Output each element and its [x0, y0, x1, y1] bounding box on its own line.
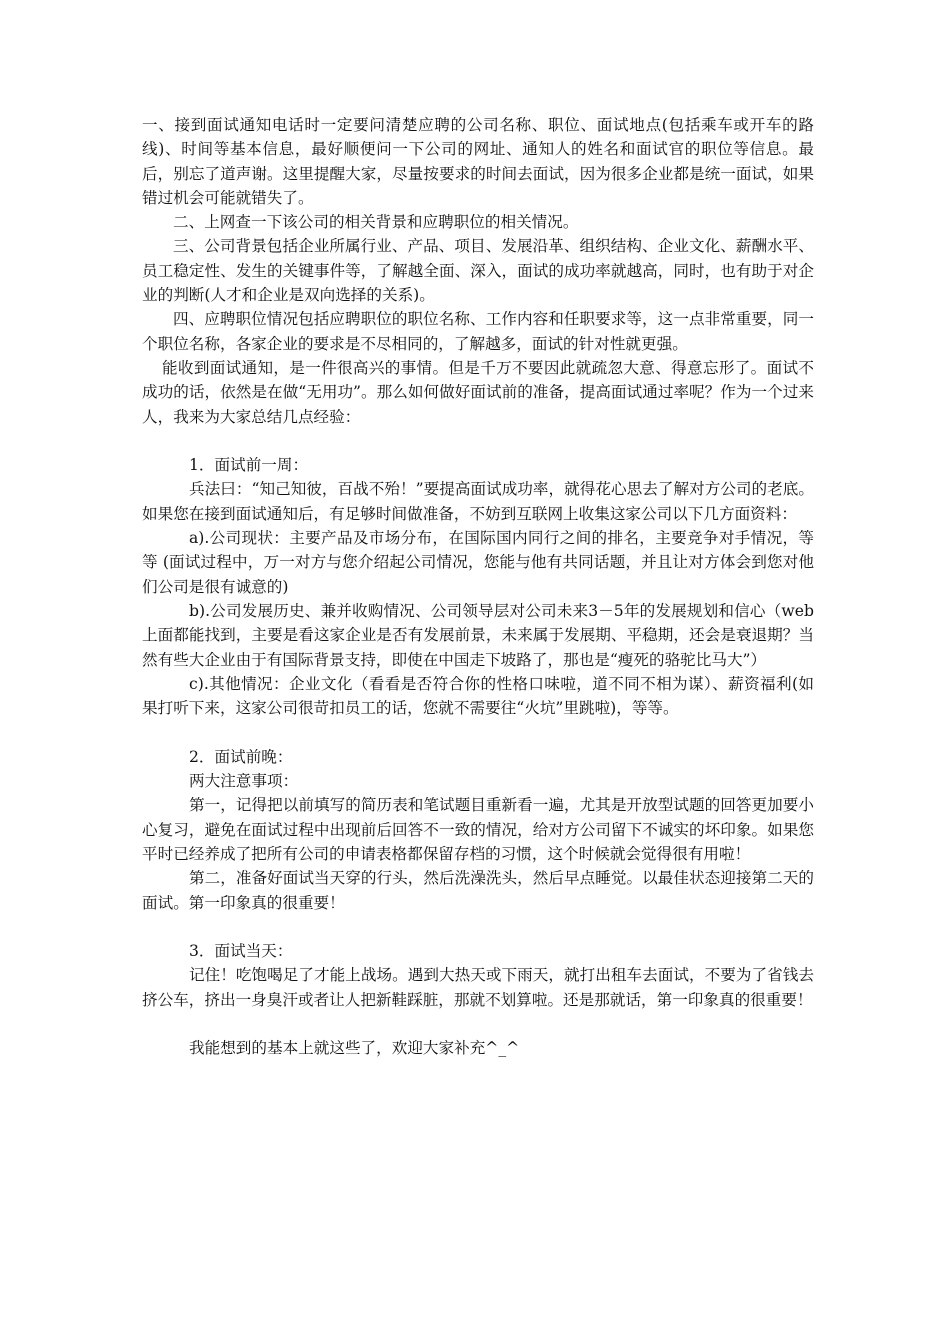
- blank-line: [142, 1012, 814, 1036]
- blank-line: [142, 720, 814, 744]
- blank-line: [142, 915, 814, 939]
- paragraph-10: 两大注意事项：: [189, 772, 299, 791]
- paragraph-3: 三、公司背景包括企业所属行业、产品、项目、发展沿革、组织结构、企业文化、薪酬水平、员工稳定性、发生的关键事件等，了解越全面、深入，面试的成功率就越高，同时，也有助于对企业的判断(人才和企业是双向选择的关系)。: [142, 237, 814, 305]
- paragraph-4: 四、应聘职位情况包括应聘职位的职位名称、工作内容和任职要求等，这一点非常重要，同一个职位名称，各家企业的要求是不尽相同的，了解越多，面试的针对性就更强。: [142, 310, 814, 353]
- paragraph-11: 第一，记得把以前填写的简历表和笔试题目重新看一遍，尤其是开放型试题的回答更加要小心复习，避免在面试过程中出现前后回答不一致的情况，给对方公司留下不诚实的坏印象。如果您平时已经养成了把所有公司的申请表格都保留存档的习惯，这个时候就会觉得很有用啦！: [142, 796, 814, 863]
- paragraph-8: b).公司发展历史、兼并收购情况、公司领导层对公司未来3－5年的发展规划和信心（web上面都能找到，主要是看这家企业是否有发展前景，未来属于发展期、平稳期，还会是衰退期？当然有些大企业由于有国际背景支持，即使在中国走下坡路了，那也是“瘦死的骆驼比马大”）: [142, 601, 814, 669]
- paragraph-13: 记住！吃饱喝足了才能上战场。遇到大热天或下雨天，就打出租车去面试，不要为了省钱去挤公车，挤出一身臭汗或者让人把新鞋踩脏，那就不划算啦。还是那就话，第一印象真的很重要！: [142, 966, 814, 1009]
- paragraph-12: 第二，准备好面试当天穿的行头，然后洗澡洗头，然后早点睡觉。以最佳状态迎接第二天的面试。第一印象真的很重要！: [142, 869, 814, 912]
- document-body: [142, 113, 814, 1061]
- paragraph-2: 二、上网查一下该公司的相关背景和应聘职位的相关情况。: [173, 213, 579, 232]
- section-heading-3: 3．面试当天：: [189, 942, 293, 961]
- closing-line: 我能想到的基本上就这些了，欢迎大家补充^_^: [189, 1039, 520, 1058]
- paragraph-5: 能收到面试通知，是一件很高兴的事情。但是千万不要因此就疏忽大意、得意忘形了。面试不成功的话，依然是在做“无用功”。那么如何做好面试前的准备，提高面试通过率呢？作为一个过来人，我来为大家总结几点经验：: [142, 358, 814, 426]
- paragraph-1: 一、接到面试通知电话时一定要问清楚应聘的公司名称、职位、面试地点(包括乘车或开车的路线)、时间等基本信息，最好顺便问一下公司的网址、通知人的姓名和面试官的职位等信息。最后，别忘了道声谢。这里提醒大家，尽量按要求的时间去面试，因为很多企业都是统一面试，如果错过机会可能就错失了。: [142, 116, 814, 207]
- blank-line: [142, 429, 814, 453]
- section-heading-1: 1．面试前一周：: [189, 456, 309, 475]
- paragraph-7: a).公司现状：主要产品及市场分布，在国际国内同行之间的排名，主要竞争对手情况，等等 (面试过程中，万一对方与您介绍起公司情况，您能与他有共同话题，并且让对方体会到您对他们公司是很有诚意的): [142, 529, 814, 596]
- paragraph-9: c).其他情况：企业文化（看看是否符合你的性格口味啦，道不同不相为谋）、薪资福利(如果打听下来，这家公司很苛扣员工的话，您就不需要往“火坑”里跳啦)，等等。: [142, 674, 814, 718]
- paragraph-6: 兵法曰：“知己知彼，百战不殆！”要提高面试成功率，就得花心思去了解对方公司的老底。如果您在接到面试通知后，有足够时间做准备，不妨到互联网上收集这家公司以下几方面资料：: [142, 480, 814, 523]
- section-heading-2: 2．面试前晚：: [189, 747, 293, 766]
